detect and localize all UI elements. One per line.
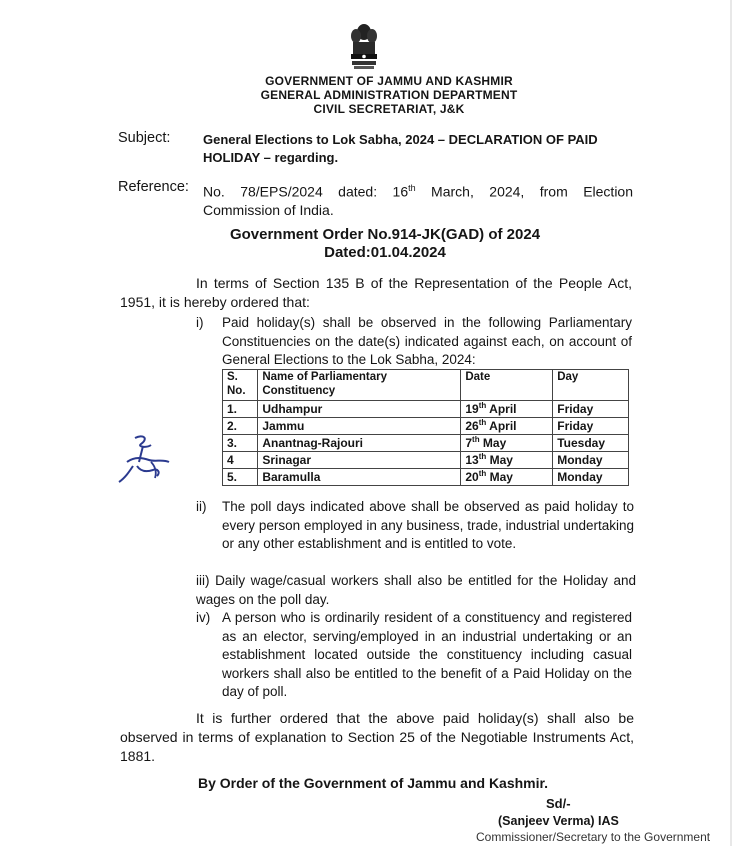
cell-sno: 2. [223, 418, 258, 435]
item-text: Paid holiday(s) shall be observed in the following Parliamentary Constituencies on the date(s) indicated against each, on account of General Elections to the Lok Sabha, 2024: [222, 315, 632, 367]
table-row [223, 469, 629, 486]
list-item [196, 314, 636, 370]
cell-date: 20th May [461, 469, 553, 486]
cell-sno: 5. [223, 469, 258, 486]
list-item [196, 609, 636, 701]
cell-constituency: Anantnag-Rajouri [258, 435, 461, 452]
handwritten-signature [113, 432, 177, 490]
cell-constituency: Baramulla [258, 469, 461, 486]
item-text: The poll days indicated above shall be observed as paid holiday to every person employed in any business, trade, industrial undertaking or any other establishment and is entitled to vote. [222, 499, 634, 551]
header-government: GOVERNMENT OF JAMMU AND KASHMIR [265, 74, 513, 88]
item-number: iii) [196, 573, 210, 588]
item-text: iii) Daily wage/casual workers shall also be entitled for the Holiday and wages on the poll day. [196, 573, 636, 607]
table-header-row [223, 370, 629, 401]
cell-constituency: Jammu [258, 418, 461, 435]
national-emblem-icon [344, 22, 384, 72]
signatory-name: (Sanjeev Verma) IAS [498, 814, 619, 828]
intro-paragraph: In terms of Section 135 B of the Representation of the People Act, 1951, it is hereby ordered that: [120, 275, 632, 310]
cell-date: 13th May [461, 452, 553, 469]
order-title: Government Order No.914-JK(GAD) of 2024 [229, 226, 541, 243]
reference-post: March, 2024, from Election Commission of India. [203, 183, 633, 218]
table-row [223, 452, 629, 469]
item-text: A person who is ordinarily resident of a constituency and registered as an elector, serving/employed in an industrial undertaking or an establishment located outside the constituency including casual workers shall also be entitled to the benefit of a Paid Holiday on the day of poll. [222, 610, 632, 699]
header-department: GENERAL ADMINISTRATION DEPARTMENT [260, 88, 518, 102]
order-date: Dated:01.04.2024 [324, 244, 446, 261]
cell-day: Monday [553, 452, 629, 469]
cell-day: Friday [553, 401, 629, 418]
col-constituency: Name of Parliamentary Constituency [258, 370, 461, 401]
cell-constituency: Srinagar [258, 452, 461, 469]
list-item [196, 572, 636, 610]
reference-sup: th [408, 183, 416, 193]
table-row [223, 418, 629, 435]
cell-sno: 4 [223, 452, 258, 469]
item-number: ii) [196, 499, 207, 514]
reference-label: Reference: [118, 179, 189, 195]
cell-sno: 3. [223, 435, 258, 452]
table-row [223, 401, 629, 418]
list-item [196, 498, 636, 572]
cell-day: Monday [553, 469, 629, 486]
subject-text: General Elections to Lok Sabha, 2024 – DECLARATION OF PAID HOLIDAY – regarding. [203, 132, 598, 165]
header-secretariat: CIVIL SECRETARIAT, J&K [313, 102, 465, 116]
col-date: Date [461, 370, 553, 401]
cell-date: 19th April [461, 401, 553, 418]
by-order-line: By Order of the Government of Jammu and Kashmir. [198, 775, 549, 791]
col-sno: S. No. [223, 370, 258, 401]
final-paragraph: It is further ordered that the above paid holiday(s) shall also be observed in terms of explanation to Section 25 of the Negotiable Instruments Act, 1881. [120, 710, 634, 764]
signed-mark: Sd/- [546, 796, 571, 811]
cell-constituency: Udhampur [258, 401, 461, 418]
reference-text [203, 179, 633, 219]
cell-day: Tuesday [553, 435, 629, 452]
col-day: Day [553, 370, 629, 401]
cell-day: Friday [553, 418, 629, 435]
item-number: i) [196, 315, 204, 330]
cell-sno: 1. [223, 401, 258, 418]
table-row [223, 435, 629, 452]
cell-date: 26th April [461, 418, 553, 435]
reference-pre: No. 78/EPS/2024 dated: 16 [203, 183, 409, 200]
page-edge [730, 0, 732, 846]
subject-label: Subject: [118, 130, 171, 146]
item-number: iv) [196, 610, 211, 625]
holiday-table [222, 369, 629, 486]
signatory-designation: Commissioner/Secretary to the Government [476, 830, 711, 844]
cell-date: 7th May [461, 435, 553, 452]
